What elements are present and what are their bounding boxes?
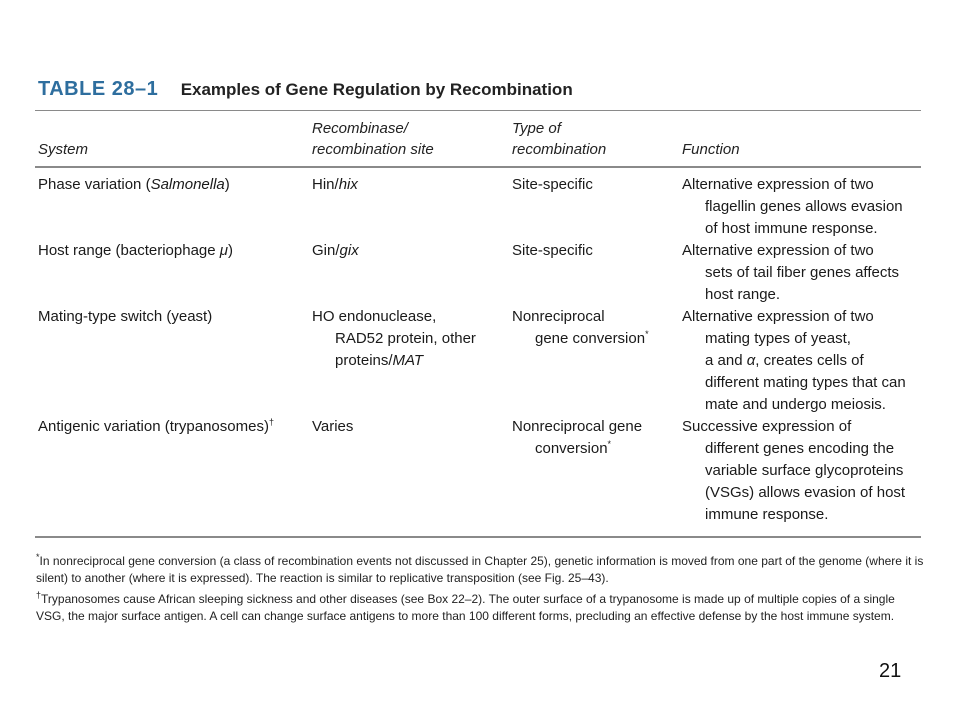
footnote-2 (36, 591, 926, 625)
row4-recombinase-text: Varies (312, 418, 354, 435)
row3-function-alpha: α (746, 352, 756, 369)
header-type-line2: recombination (512, 141, 607, 158)
row4-type-footnote-mark: * (607, 439, 612, 449)
row3-function-line4: different mating types that can (705, 374, 906, 391)
row3-type-line1: Nonreciprocal (512, 308, 605, 325)
row4-function-line4: (VSGs) allows evasion of host (705, 484, 906, 501)
row4-function-line1: Successive expression of (682, 418, 852, 435)
row2-system-close: ) (228, 242, 233, 259)
row1-system-text: Phase variation ( (38, 176, 151, 193)
table-title-bar (38, 78, 573, 101)
row3-type (512, 306, 649, 350)
row3-function-line3a: a and (705, 352, 747, 369)
footnote-1-mark: * (36, 552, 40, 562)
row1-recombinase-site: hix (338, 176, 358, 193)
row2-system-mu: μ (219, 242, 228, 259)
row3-system (38, 306, 212, 328)
header-rule (35, 166, 921, 168)
top-rule (35, 110, 921, 111)
row1-type (512, 174, 593, 196)
row2-function-line1: Alternative expression of two (682, 242, 874, 259)
row1-system (38, 174, 230, 196)
row2-type (512, 240, 593, 262)
row3-recombinase-line3: proteins/ (335, 352, 393, 369)
row2-system-text: Host range (bacteriophage (38, 242, 220, 259)
row1-function (682, 174, 903, 240)
row4-type-line1: Nonreciprocal gene (512, 418, 643, 435)
row3-recombinase-line1: HO endonuclease, (312, 308, 437, 325)
row4-system-footnote-mark: † (268, 417, 274, 427)
row3-recombinase-line2: RAD52 protein, other (335, 330, 476, 347)
row2-system (38, 240, 233, 262)
header-function: Function (682, 141, 740, 158)
row4-function-line3: variable surface glycoproteins (705, 462, 904, 479)
row3-function-line3b: , creates cells of (755, 352, 864, 369)
row4-recombinase (312, 416, 353, 438)
row4-function (682, 416, 905, 526)
header-system: System (38, 141, 89, 158)
row1-function-line2: flagellin genes allows evasion (705, 198, 903, 215)
row1-system-close: ) (224, 176, 230, 193)
row3-function-line2: mating types of yeast, (705, 330, 851, 347)
header-recombinase-line1: Recombinase/ (312, 120, 408, 137)
row2-recombinase (312, 240, 359, 262)
row3-function (682, 306, 906, 416)
row1-type-text: Site-specific (512, 176, 593, 193)
row2-recombinase-site: gix (339, 242, 359, 259)
row2-function-line3: host range. (705, 286, 781, 303)
row2-recombinase-text: Gin/ (312, 242, 340, 259)
bottom-rule (35, 536, 921, 538)
row3-function-line5: mate and undergo meiosis. (705, 396, 886, 413)
row2-function (682, 240, 899, 306)
table-label: TABLE 28–1 (38, 78, 159, 100)
row4-system (38, 416, 274, 438)
row3-recombinase-site: MAT (392, 352, 424, 369)
row4-type-line2: conversion (535, 440, 608, 457)
header-recombinase (312, 118, 434, 160)
row3-type-line2: gene conversion (535, 330, 646, 347)
row2-function-line2: sets of tail fiber genes affects (705, 264, 899, 281)
row4-function-line5: immune response. (705, 506, 829, 523)
table-title: Examples of Gene Regulation by Recombination (180, 80, 573, 99)
footnote-2-mark: † (36, 590, 42, 600)
footnote-2-text: Trypanosomes cause African sleeping sickness and other diseases (see Box 22–2). The outer surface of a trypanosome is made up of multiple copies of a single VSG, the major surface antigen. A cell can change surface antigens to more than 100 different forms, precluding an effective defense by the host immune system. (36, 592, 895, 623)
row1-recombinase (312, 174, 358, 196)
header-type-line1: Type of (512, 120, 561, 137)
row2-type-text: Site-specific (512, 242, 593, 259)
footnote-1 (36, 553, 926, 587)
row1-system-italic: Salmonella (150, 176, 225, 193)
row1-function-line3: of host immune response. (705, 220, 878, 237)
row4-system-text: Antigenic variation (trypanosomes) (38, 418, 269, 435)
row3-type-footnote-mark: * (645, 329, 649, 339)
header-recombinase-line2: recombination site (312, 141, 434, 158)
page-number: 21 (879, 660, 902, 682)
row3-system-text: Mating-type switch (yeast) (38, 308, 213, 325)
header-type (512, 118, 606, 160)
row1-function-line1: Alternative expression of two (682, 176, 874, 193)
footnote-1-text: In nonreciprocal gene conversion (a class of recombination events not discussed in Chapter 25), genetic information is moved from one part of the genome (where it is silent) to another (where it is expressed). The reaction is similar to replicative transposition (see Fig. 25–43). (36, 554, 924, 585)
row3-recombinase (312, 306, 476, 372)
row3-function-line1: Alternative expression of two (682, 308, 874, 325)
row1-recombinase-text: Hin/ (312, 176, 339, 193)
row4-type (512, 416, 642, 460)
row4-function-line2: different genes encoding the (705, 440, 895, 457)
